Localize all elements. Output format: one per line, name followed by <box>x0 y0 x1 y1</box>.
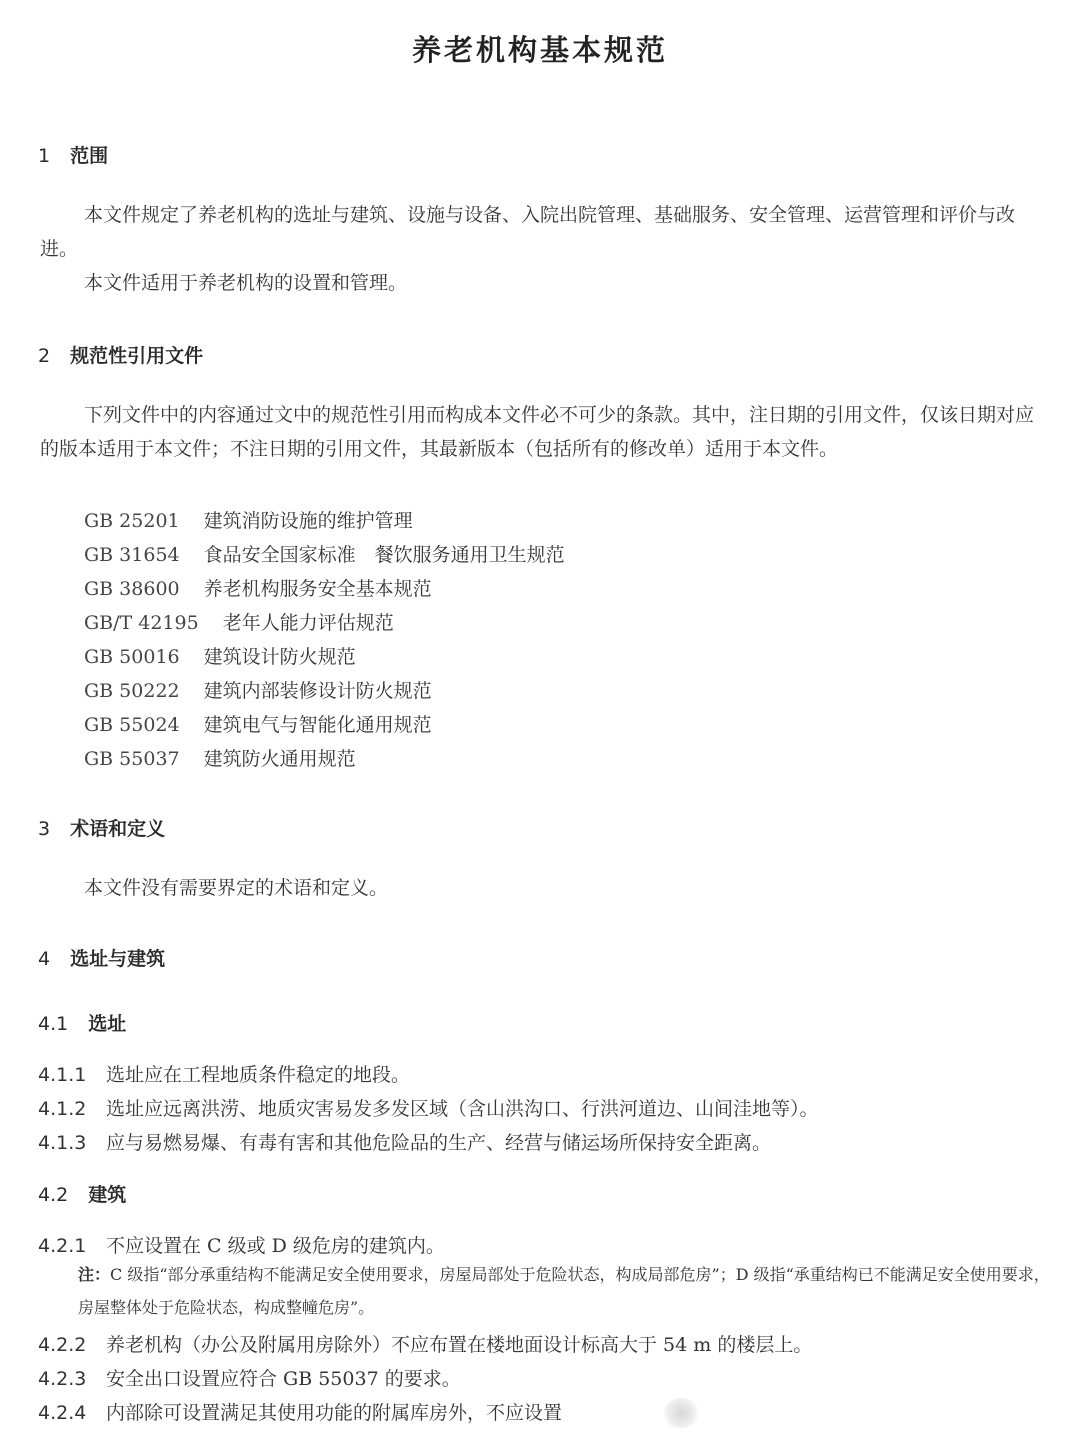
section-number: 1 <box>38 145 51 167</box>
reference-title: 建筑设计防火规范 <box>203 646 356 668</box>
reference-title: 建筑内部装修设计防火规范 <box>203 680 432 702</box>
reference-code: GB 38600 <box>84 578 180 600</box>
clause-text: 养老机构（办公及附属用房除外）不应布置在楼地面设计标高大于 54 m 的楼层上。 <box>106 1334 813 1356</box>
clause-text: 应与易燃易爆、有毒有害和其他危险品的生产、经营与储运场所保持安全距离。 <box>106 1132 772 1154</box>
clause-text: 选址应远离洪涝、地质灾害易发多发区域（含山洪沟口、行洪河道边、山间洼地等）。 <box>106 1098 819 1120</box>
watermark-blur <box>662 1398 700 1428</box>
section-title: 规范性引用文件 <box>70 345 204 367</box>
clause-4-2-3 <box>38 1364 461 1391</box>
references-paragraph: 下列文件中的内容通过文中的规范性引用而构成本文件必不可少的条款。其中，注日期的引用文件，仅该日期对应的版本适用于本文件；不注日期的引用文件，其最新版本（包括所有的修改单）适用于本文件。 <box>40 404 1035 460</box>
section-4-heading <box>38 944 165 971</box>
reference-code: GB 50222 <box>84 680 180 702</box>
section-number: 4.1 <box>38 1013 69 1035</box>
section-number: 4.2 <box>38 1184 69 1206</box>
section-title: 选址 <box>88 1013 127 1035</box>
reference-item <box>84 710 432 737</box>
clause-number: 4.1.2 <box>38 1098 87 1120</box>
clause-text: 不应设置在 C 级或 D 级危房的建筑内。 <box>106 1235 445 1257</box>
note-text: C 级指“部分承重结构不能满足安全使用要求，房屋局部处于危险状态，构成局部危房”；D 级指“承重结构已不能满足安全使用要求，房屋整体处于危险状态，构成整幢危房”。 <box>78 1265 1050 1317</box>
reference-title: 建筑消防设施的维护管理 <box>203 510 413 532</box>
clause-4-2-4 <box>38 1398 562 1425</box>
clause-number: 4.2.3 <box>38 1368 87 1390</box>
section-number: 3 <box>38 818 51 840</box>
clause-4-2-2 <box>38 1330 812 1357</box>
reference-item <box>84 574 432 601</box>
reference-item <box>84 506 413 533</box>
reference-title: 老年人能力评估规范 <box>222 612 394 634</box>
note <box>78 1258 1053 1324</box>
reference-code: GB/T 42195 <box>84 612 199 634</box>
section-number: 2 <box>38 345 51 367</box>
terms-paragraph: 本文件没有需要界定的术语和定义。 <box>84 877 389 899</box>
reference-code: GB 25201 <box>84 510 180 532</box>
section-title: 选址与建筑 <box>70 948 166 970</box>
section-title: 术语和定义 <box>70 818 166 840</box>
section-title: 范围 <box>70 145 109 167</box>
clause-text: 安全出口设置应符合 GB 55037 的要求。 <box>106 1368 461 1390</box>
section-number: 4 <box>38 948 51 970</box>
clause-number: 4.1.1 <box>38 1064 87 1086</box>
clause-4-1-2 <box>38 1094 819 1121</box>
clause-4-1-3 <box>38 1128 771 1155</box>
clause-text: 内部除可设置满足其使用功能的附属库房外，不应设置 <box>106 1402 563 1424</box>
reference-title: 建筑电气与智能化通用规范 <box>203 714 432 736</box>
clause-4-1-1 <box>38 1060 410 1087</box>
section-3-heading <box>38 814 165 841</box>
section-4-1-heading <box>38 1009 126 1036</box>
clause-number: 4.2.1 <box>38 1235 87 1257</box>
reference-item <box>84 676 432 703</box>
note-label: 注： <box>78 1265 111 1284</box>
clause-4-2-1 <box>38 1231 445 1258</box>
reference-code: GB 31654 <box>84 544 180 566</box>
reference-title: 食品安全国家标准 餐饮服务通用卫生规范 <box>203 544 565 566</box>
section-4-2-heading <box>38 1180 126 1207</box>
reference-item <box>84 642 356 669</box>
reference-item <box>84 540 565 567</box>
clause-number: 4.2.4 <box>38 1402 87 1424</box>
reference-code: GB 50016 <box>84 646 180 668</box>
scope-paragraph-1: 本文件规定了养老机构的选址与建筑、设施与设备、入院出院管理、基础服务、安全管理、运营管理和评价与改进。 <box>40 204 1016 260</box>
clause-number: 4.1.3 <box>38 1132 87 1154</box>
reference-code: GB 55037 <box>84 748 180 770</box>
scope-paragraph-2: 本文件适用于养老机构的设置和管理。 <box>84 272 408 294</box>
reference-title: 建筑防火通用规范 <box>203 748 356 770</box>
section-1-heading <box>38 141 108 168</box>
reference-item <box>84 744 356 771</box>
reference-code: GB 55024 <box>84 714 180 736</box>
clause-text: 选址应在工程地质条件稳定的地段。 <box>106 1064 411 1086</box>
reference-title: 养老机构服务安全基本规范 <box>203 578 432 600</box>
section-title: 建筑 <box>88 1184 127 1206</box>
section-2-heading <box>38 341 203 368</box>
clause-number: 4.2.2 <box>38 1334 87 1356</box>
document-title: 养老机构基本规范 <box>411 33 668 67</box>
reference-item <box>84 608 394 635</box>
